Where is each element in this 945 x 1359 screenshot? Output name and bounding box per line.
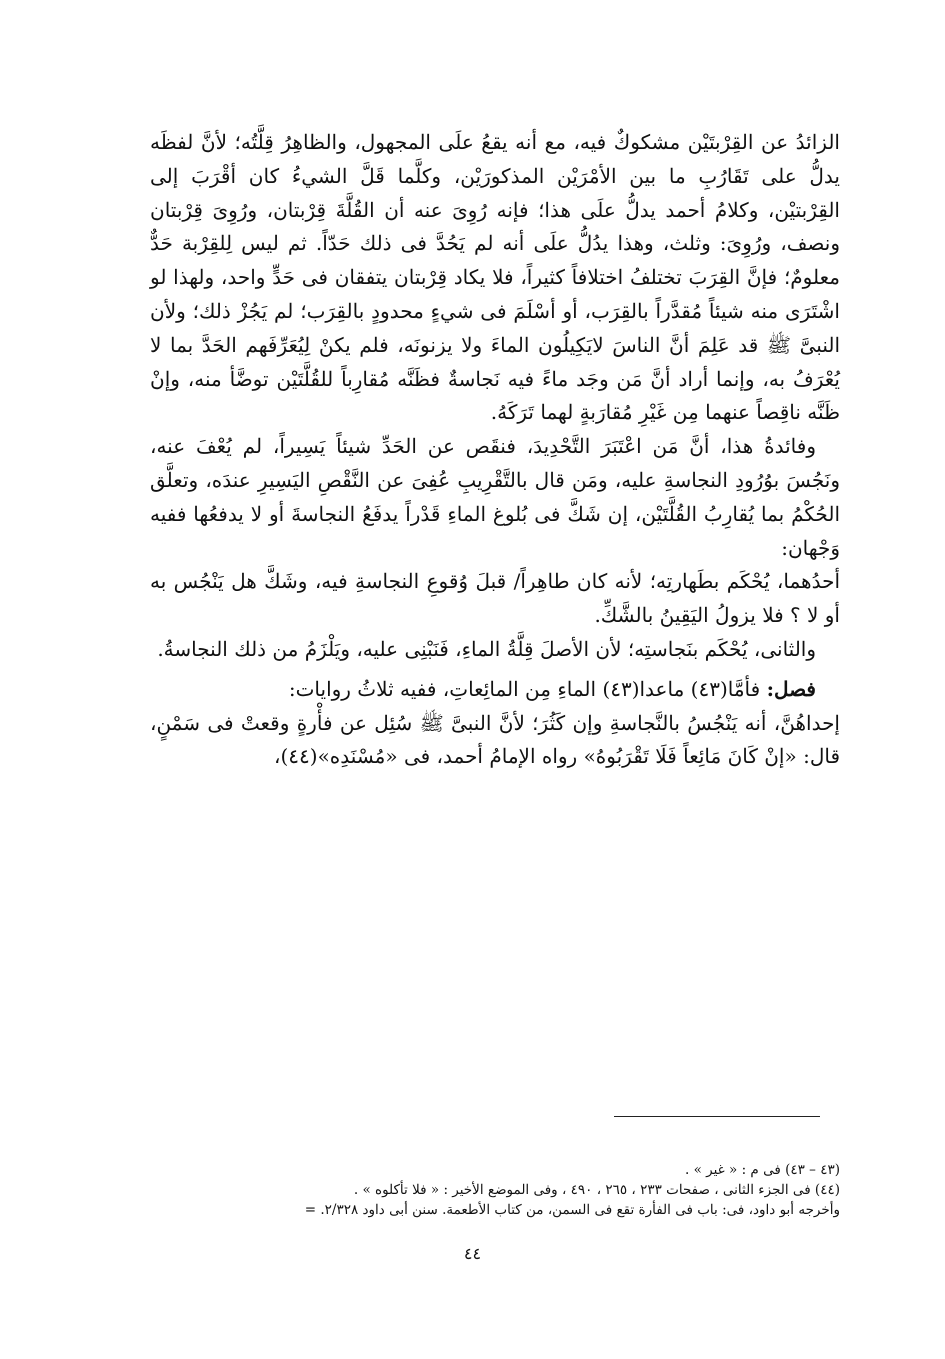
paragraph-2: وفائدةُ هذا، أنَّ مَن اعْتَبَرَ التَّحْدِيدَ، فنقَص عن الحَدِّ شيئاً يَسِيراً، لم يُعْفَ عنه، ونَجُسَ بوُرُودِ النجاسةِ عليه، ومَن قال بالتَّقْرِيبِ عُفِىَ عن النَّقْصِ اليَسِيرِ عندَه، وتعلَّق الحُكْمُ بما يُقارِبُ القُلَّتَيْن، إن شَكَّ فى بُلوغ الماءِ قَدْراً يدفَعُ النجاسةَ أو لا يدفعُها ففيه وَجْهان: xyxy=(150,434,840,560)
paragraph-5 xyxy=(150,673,840,707)
paragraph-6: إحداهُنَّ، أنه يَنْجُسُ بالنَّجاسةِ وإن كَثُرَ؛ لأنَّ النبىَّ ﷺ سُئِل عن فأْرةٍ وقعتْ فى سَمْنٍ، قال: «إنْ كَانَ مَائِعاً فَلَا تَقْرَبُوهُ» رواه الإمامُ أحمد، فى «مُسْنَدِه»(٤٤)، xyxy=(150,710,840,769)
footnote-44: (٤٤) فى الجزء الثانى ، صفحات ٢٣٣ ، ٢٦٥ ، ٤٩٠ ، وفى الموضع الأخير : « فلا تأكلوه » . xyxy=(353,1182,840,1198)
paragraph-3: أحدُهما، يُحْكَم بطَهارتِه؛ لأنه كان طاهِراً/ قبلَ وُقوعِ النجاسةِ فيه، وشَكَّ هل يَنْجُس به أو لا ؟ فلا يزولُ اليَقِينُ بالشَّكِّ. xyxy=(150,569,840,628)
footnote-separator xyxy=(614,1116,820,1117)
section-label: فصل: xyxy=(766,676,816,701)
section-intro-text: فأمَّا(٤٣) ماعدا(٤٣) الماءِ مِن المائِعاتِ، ففيه ثلاثُ روايات: xyxy=(288,676,761,701)
footnote-44-continued: وأخرجه أبو داود، فى: باب فى الفأرة تقع فى السمن، من كتاب الأطعمة. سنن أبى داود ٢/٣٢٨. = xyxy=(304,1202,840,1218)
footnote-43: (٤٣ – ٤٣) فى م : « غير » . xyxy=(685,1162,840,1178)
paragraph-1: الزائدُ عن القِرْبتَيْن مشكوكٌ فيه، مع أنه يقعُ علَى المجهول، والظاهِرُ قِلَّتُه؛ لأنَّ لفظَه يدلُّ على تَقَارُبِ ما بين الأمْرَيْن المذكورَيْن، وكلَّما قَلَّ الشيءُ كان أقْرَبَ إلى القِرْبتيْن، وكلامُ أحمد يدلُّ علَى هذا؛ فإنه رُوِىَ عنه أن القُلَّةَ قِرْبتان، ورُوِىَ قِرْبتان ونصف، ورُوِىَ: وثلث، وهذا يدُلُّ علَى أنه لم يَحُدَّ فى ذلك حَدّاً. ثم ليس لِلقِرْبة حَدٌّ معلومٌ؛ فإنَّ القِرَبَ تختلفُ اختلافاً كثيراً، فلا يكاد قِرْبتان يتفقان فى حَدٍّ واحد، ولهذا لو اشْتَرَى منه شيئاً مُقدَّراً بالقِرَب، أو أسْلَمَ فى شيءٍ محدودٍ بالقِرَب؛ لم يَجُزْ ذلك؛ ولأن النبىَّ ﷺ قد عَلِمَ أنَّ الناسَ لايَكِيلُون الماءَ ولا يزنونَه، فلم يكنْ لِيُعَرِّفَهم الحَدَّ بما لا يُعْرَفُ به، وإنما أراد أنَّ مَن وجَد ماءً فيه نَجاسةٌ فظَنَّه مُقارِباً للقُلَّتَيْن توضَّأ منه، وإنْ ظَنَّه ناقِصاً عنهما مِن غَيْرِ مُقارَبةٍ لهما تَرَكَهُ. xyxy=(150,130,840,425)
page-number: ٤٤ xyxy=(463,1244,482,1263)
footnotes xyxy=(140,1160,840,1220)
main-text xyxy=(150,126,840,774)
paragraph-4: والثانى، يُحْكَم بنَجاستِه؛ لأن الأصلَ قِلَّةُ الماءِ، فَنَبْنِى عليه، ويَلْزَمُ من ذلك النجاسةُ. xyxy=(157,636,816,661)
